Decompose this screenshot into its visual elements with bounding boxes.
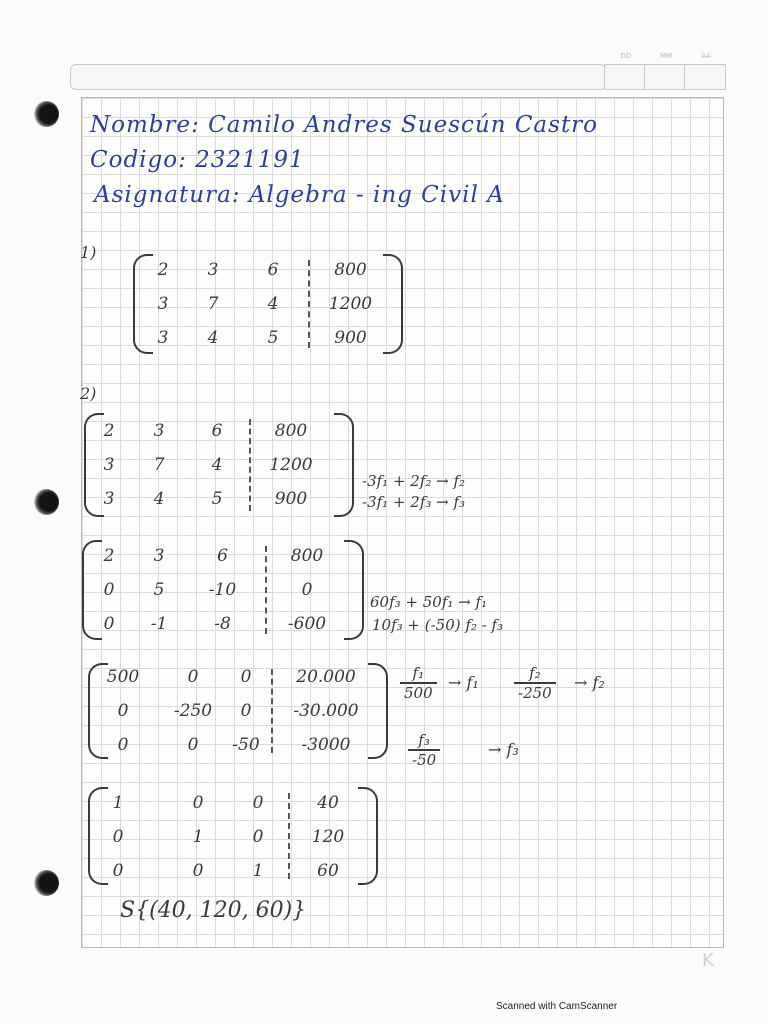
matrix-cell: 0 — [103, 580, 115, 600]
section-1-label: 1) — [80, 243, 97, 262]
matrix-cell: 0 — [240, 701, 252, 721]
matrix-cell: 20.000 — [296, 667, 356, 687]
matrix-cell: 2 — [103, 421, 115, 441]
matrix-cell: 0 — [103, 614, 115, 634]
matrix-cell: 5 — [153, 580, 165, 600]
solution-set: S{(40, 120, 60)} — [120, 898, 307, 923]
matrix-cell: 1200 — [269, 455, 313, 475]
matrix-cell: 7 — [207, 294, 219, 314]
augment-bar — [308, 260, 310, 348]
matrix-3 — [82, 540, 364, 640]
section-2-label: 2) — [80, 384, 97, 403]
header-bar — [70, 64, 606, 90]
binder-hole-bottom — [33, 870, 59, 896]
matrix-cell: 6 — [217, 546, 228, 566]
matrix-cell: 3 — [103, 489, 115, 509]
augment-bar — [288, 793, 290, 879]
matrix-cell: 900 — [274, 489, 308, 509]
matrix-cell: 0 — [187, 667, 199, 687]
matrix-cell: 0 — [117, 735, 129, 755]
matrix-cell: 500 — [106, 667, 140, 687]
matrix-cell: 800 — [334, 260, 367, 280]
matrix-cell: 1 — [112, 793, 124, 813]
fraction-numerator: f₁ — [400, 664, 437, 684]
matrix-4 — [88, 663, 388, 759]
matrix-cell: -30.000 — [293, 701, 359, 721]
right-parenthesis — [383, 254, 403, 354]
matrix-cell: -50 — [232, 735, 260, 755]
fraction-result: → f₃ — [488, 740, 519, 759]
matrix-cell: 2 — [103, 546, 115, 566]
matrix-cell: -250 — [173, 701, 213, 721]
matrix-cell: 0 — [252, 793, 264, 813]
matrix-cell: -8 — [214, 614, 231, 634]
student-code: Codigo: 2321191 — [90, 147, 305, 173]
date-label-year: AA — [701, 52, 711, 60]
matrix-cell: 0 — [187, 735, 199, 755]
augment-bar — [249, 419, 251, 511]
matrix-cell: 60 — [317, 861, 339, 881]
row-operation: 10f₃ + (-50) f₂ - f₃ — [372, 616, 504, 634]
fraction-result: → f₂ — [574, 673, 605, 692]
matrix-cell: 5 — [267, 328, 279, 348]
fraction-result: → f₁ — [448, 673, 479, 692]
matrix-cell: 6 — [211, 421, 223, 441]
augment-bar — [265, 546, 267, 634]
matrix-cell: 3 — [153, 421, 165, 441]
matrix-cell: 4 — [153, 489, 165, 509]
fraction-op-3 — [408, 731, 440, 769]
fraction-op-2 — [514, 664, 556, 702]
matrix-cell: 2 — [157, 260, 169, 280]
matrix-cell: 3 — [207, 260, 219, 280]
matrix-1 — [133, 254, 403, 354]
matrix-cell: 0 — [112, 861, 124, 881]
matrix-cell: 800 — [290, 546, 324, 566]
matrix-cell: 4 — [207, 328, 219, 348]
paper-brand-mark: K — [702, 950, 714, 971]
matrix-cell: 40 — [317, 793, 339, 813]
matrix-cell: 3 — [157, 328, 169, 348]
binder-hole-top — [33, 101, 59, 127]
matrix-cell: 0 — [252, 827, 264, 847]
scanner-watermark: Scanned with CamScanner — [496, 1001, 618, 1012]
matrix-cell: 800 — [274, 421, 308, 441]
matrix-cell: 3 — [153, 546, 165, 566]
matrix-cell: 120 — [311, 827, 345, 847]
student-name: Nombre: Camilo Andres Suescún Castro — [90, 112, 599, 138]
matrix-cell: 1200 — [328, 294, 373, 314]
matrix-2 — [84, 413, 354, 517]
matrix-cell: 3 — [103, 455, 115, 475]
row-operation: -3f₁ + 2f₃ → f₃ — [362, 493, 466, 511]
row-operation: 60f₃ + 50f₁ → f₁ — [370, 593, 488, 611]
matrix-cell: -3000 — [301, 735, 351, 755]
fraction-denominator: 500 — [404, 684, 433, 702]
subject: Asignatura: Algebra - ing Civil A — [94, 182, 505, 208]
matrix-cell: 0 — [192, 861, 204, 881]
matrix-cell: 0 — [301, 580, 313, 600]
augment-bar — [271, 669, 273, 753]
matrix-cell: 900 — [334, 328, 367, 348]
matrix-5 — [88, 787, 378, 885]
matrix-cell: -600 — [287, 614, 327, 634]
matrix-cell: 0 — [117, 701, 129, 721]
fraction-numerator: f₂ — [514, 664, 556, 684]
matrix-cell: 6 — [267, 260, 279, 280]
date-label-month: MM — [659, 52, 673, 60]
date-box-year — [684, 64, 726, 90]
fraction-denominator: -50 — [412, 751, 437, 769]
right-parenthesis — [344, 540, 364, 640]
matrix-cell: 7 — [153, 455, 165, 475]
right-parenthesis — [334, 413, 354, 517]
matrix-cell: 1 — [252, 861, 264, 881]
matrix-cell: 0 — [112, 827, 124, 847]
matrix-cell: -1 — [150, 614, 168, 634]
binder-hole-middle — [33, 489, 59, 515]
matrix-cell: -10 — [208, 580, 237, 600]
right-parenthesis — [358, 787, 378, 885]
fraction-op-1 — [400, 664, 437, 702]
matrix-cell: 4 — [211, 455, 223, 475]
date-label-day: DD — [620, 52, 632, 60]
matrix-cell: 4 — [267, 294, 279, 314]
matrix-cell: 5 — [211, 489, 223, 509]
matrix-cell: 1 — [192, 827, 204, 847]
date-box-month — [644, 64, 686, 90]
fraction-denominator: -250 — [518, 684, 552, 702]
matrix-cell: 0 — [240, 667, 252, 687]
matrix-cell: 3 — [157, 294, 169, 314]
matrix-cell: 0 — [192, 793, 204, 813]
row-operation: -3f₁ + 2f₂ → f₂ — [362, 472, 466, 490]
date-box-day — [604, 64, 646, 90]
fraction-numerator: f₃ — [408, 731, 440, 751]
